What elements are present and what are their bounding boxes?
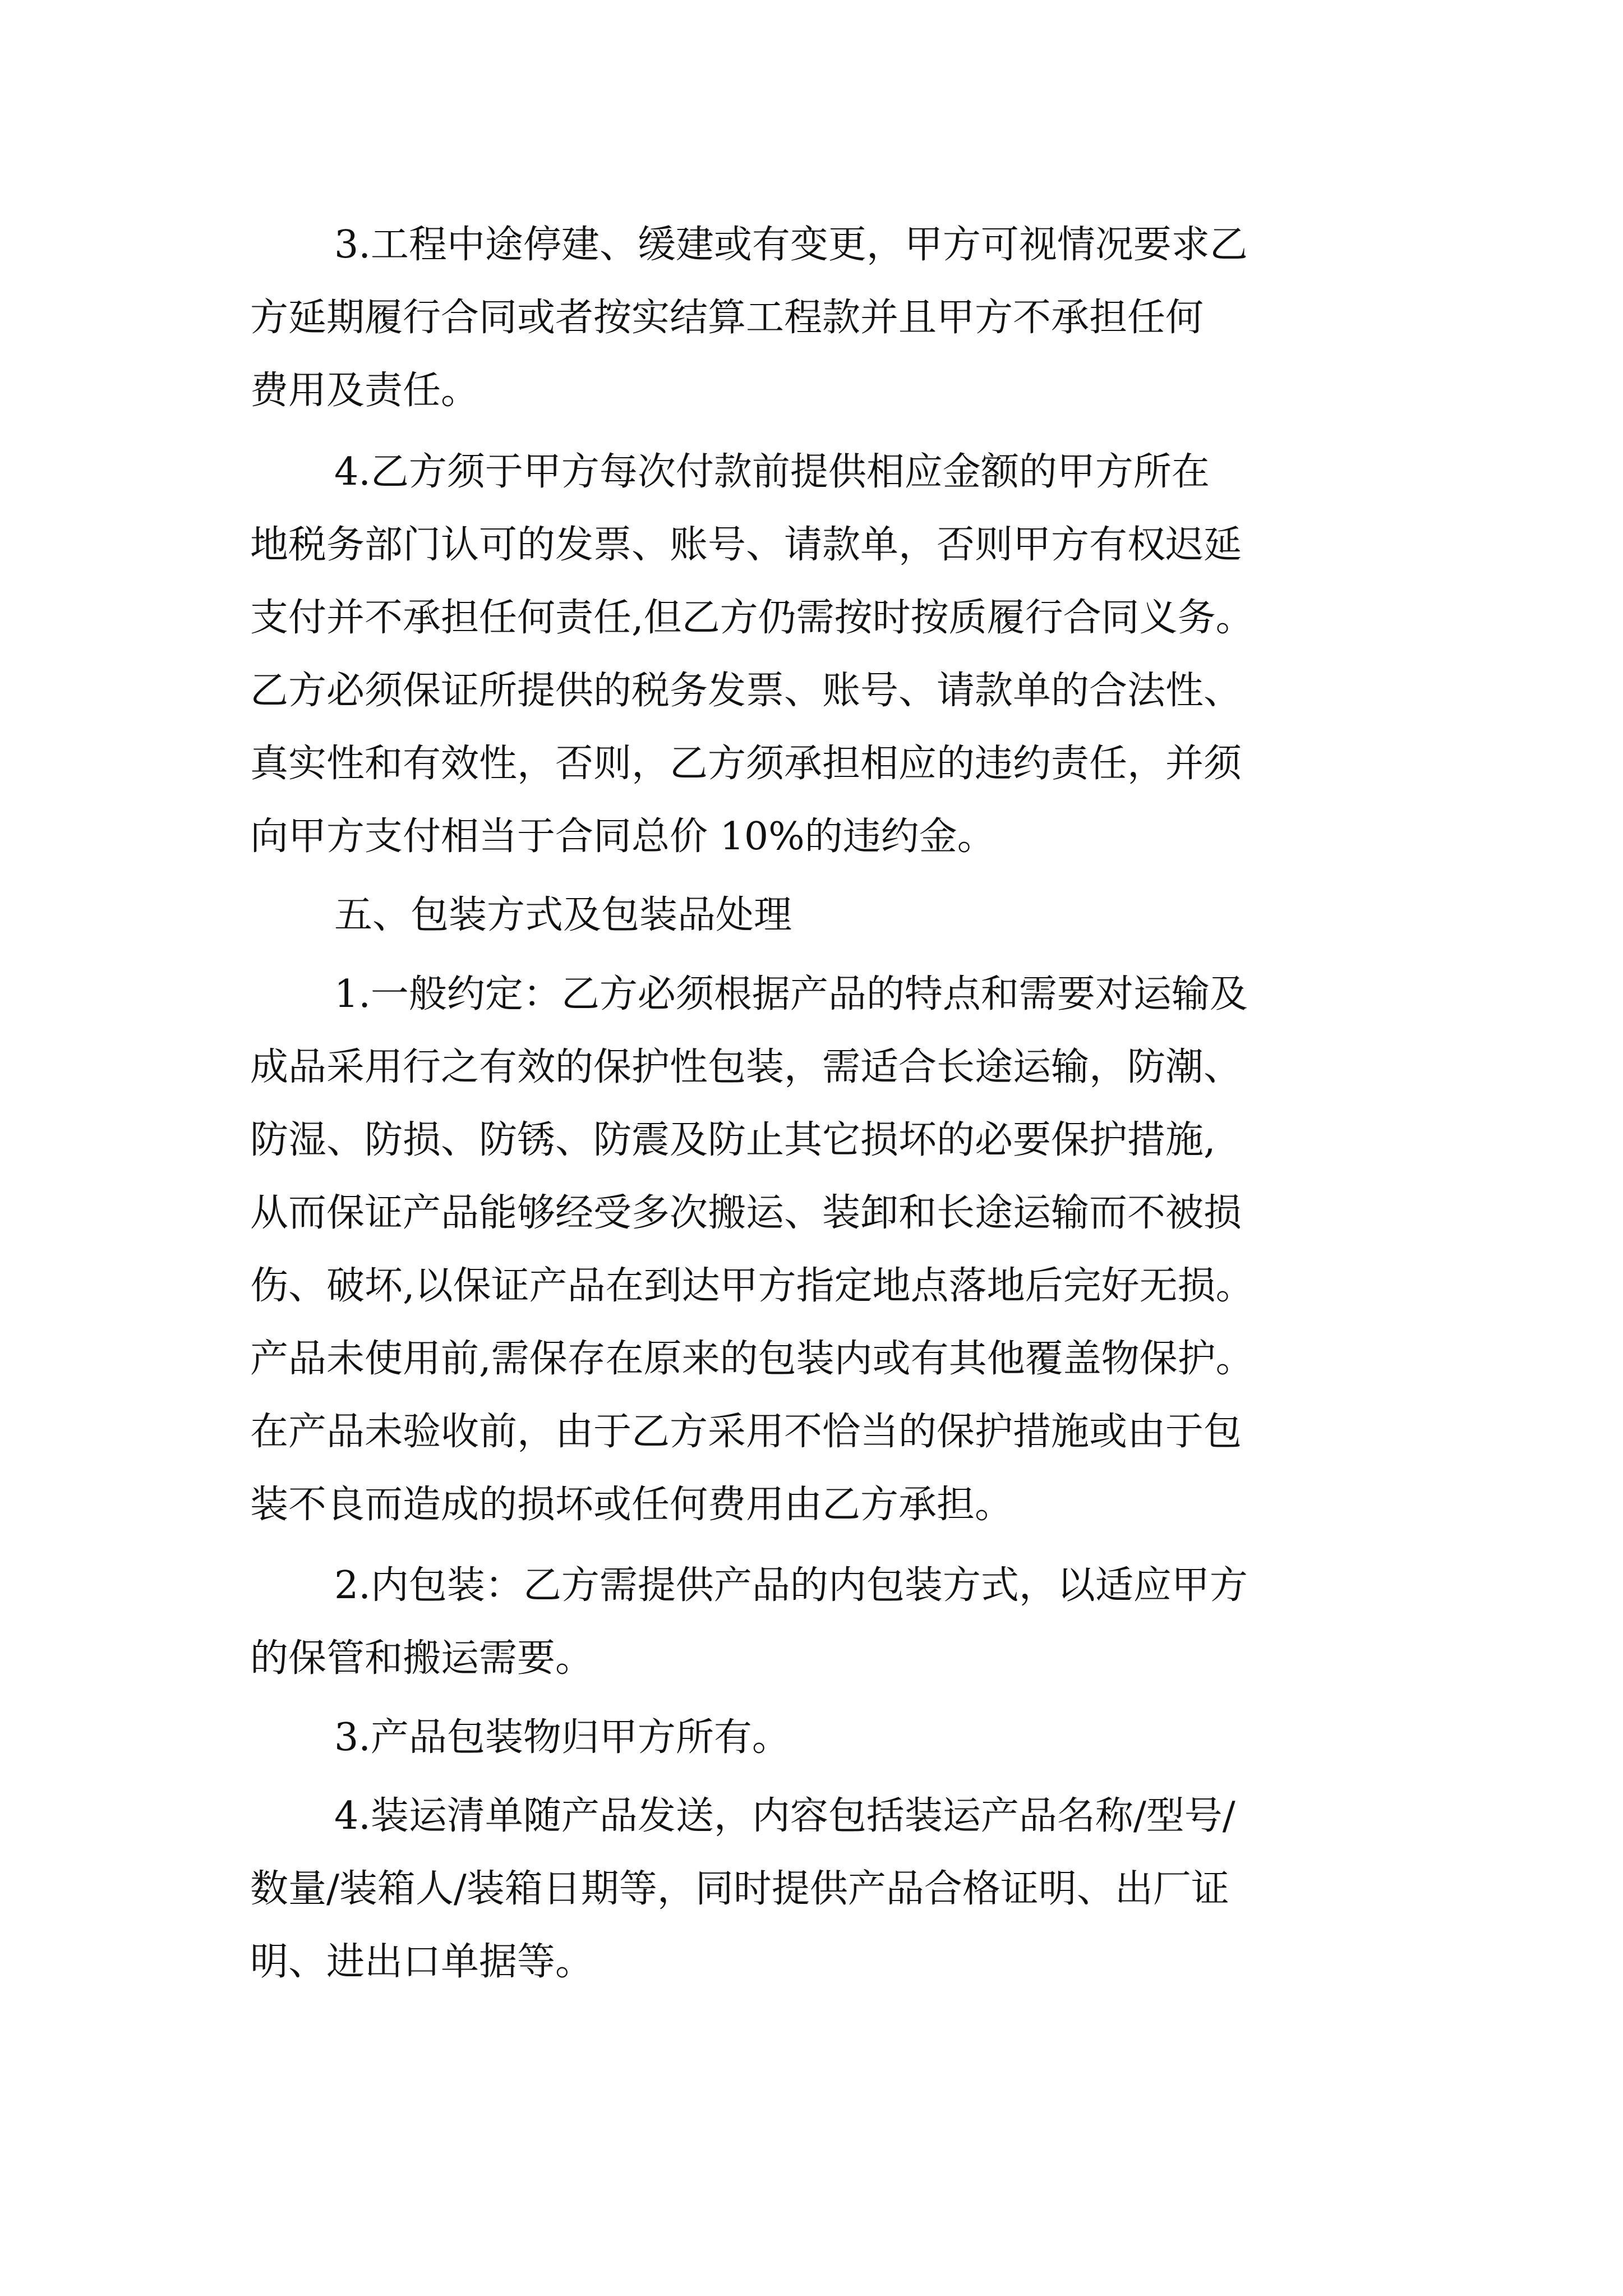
packaging-2-line-2: 的保管和搬运需要。 — [250, 1636, 594, 1681]
packaging-1-line-4: 从而保证产品能够经受多次搬运、装卸和长途运输而不被损 — [250, 1191, 1242, 1235]
packaging-1-line-7: 在产品未验收前，由于乙方采用不恰当的保护措施或由于包 — [250, 1410, 1242, 1454]
packaging-2-line-1: 2.内包装：乙方需提供产品的内包装方式，以适应甲方 — [334, 1563, 1248, 1608]
section-5-heading: 五、包装方式及包装品处理 — [334, 893, 792, 937]
packaging-4-line-1: 4.装运清单随产品发送，内容包括装运产品名称/型号/ — [334, 1794, 1235, 1838]
clause-4-line-5: 真实性和有效性，否则，乙方须承担相应的违约责任，并须 — [250, 742, 1242, 786]
packaging-4-line-2: 数量/装箱人/装箱日期等，同时提供产品合格证明、出厂证 — [250, 1867, 1229, 1911]
packaging-1-line-1: 1.一般约定：乙方必须根据产品的特点和需要对运输及 — [334, 972, 1248, 1016]
packaging-1-line-3: 防湿、防损、防锈、防震及防止其它损坏的必要保护措施, — [250, 1118, 1216, 1162]
clause-4-line-1: 4.乙方须于甲方每次付款前提供相应金额的甲方所在 — [334, 450, 1210, 494]
clause-4-line-6: 向甲方支付相当于合同总价 10%的违约金。 — [250, 815, 995, 859]
packaging-1-line-2: 成品采用行之有效的保护性包装，需适合长途运输，防潮、 — [250, 1045, 1242, 1089]
clause-3-line-3: 费用及责任。 — [250, 369, 479, 413]
packaging-1-line-8: 装不良而造成的损坏或任何费用由乙方承担。 — [250, 1483, 1013, 1527]
clause-4-line-3: 支付并不承担任何责任,但乙方仍需按时按质履行合同义务。 — [250, 596, 1254, 640]
packaging-4-line-3: 明、进出口单据等。 — [250, 1940, 594, 1984]
packaging-3-line-1: 3.产品包装物归甲方所有。 — [334, 1715, 790, 1760]
packaging-1-line-5: 伤、破坏,以保证产品在到达甲方指定地点落地后完好无损。 — [250, 1264, 1254, 1308]
clause-4-line-4: 乙方必须保证所提供的税务发票、账号、请款单的合法性、 — [250, 669, 1242, 713]
packaging-1-line-6: 产品未使用前,需保存在原来的包装内或有其他覆盖物保护。 — [250, 1337, 1254, 1381]
clause-3-line-2: 方延期履行合同或者按实结算工程款并且甲方不承担任何 — [250, 296, 1204, 340]
clause-3-line-1: 3.工程中途停建、缓建或有变更，甲方可视情况要求乙 — [334, 223, 1248, 267]
clause-4-line-2: 地税务部门认可的发票、账号、请款单，否则甲方有权迟延 — [250, 523, 1242, 567]
